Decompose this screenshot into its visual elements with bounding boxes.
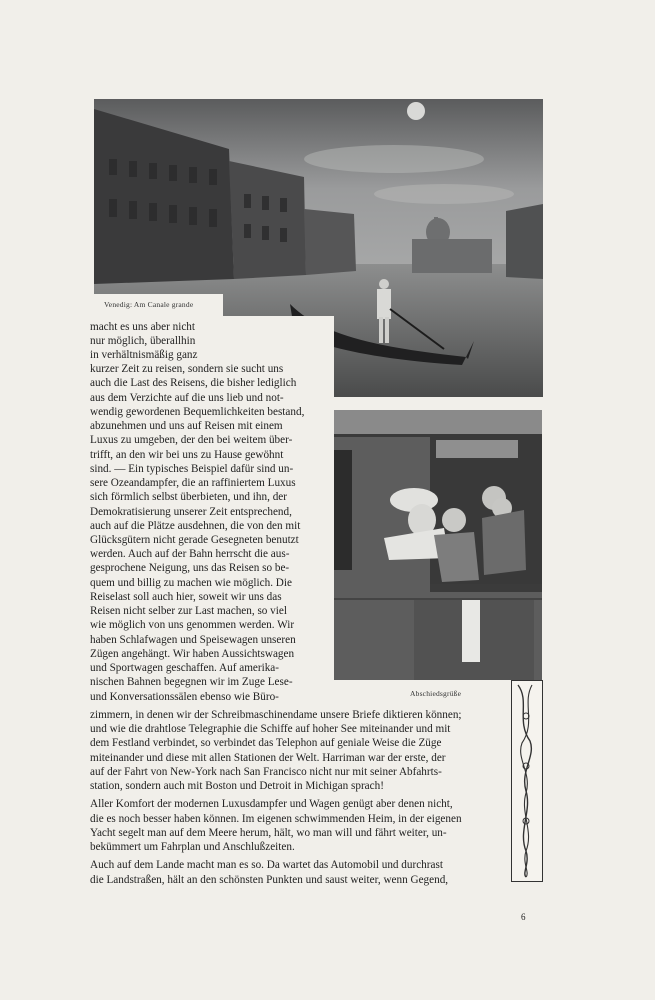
text-line: werden. Auch auf der Bahn herrscht die aus- <box>90 548 290 560</box>
text-line: zimmern, in denen wir der Schreibmaschinendame unsere Briefe diktieren können; <box>90 709 462 721</box>
text-line: sere Ozeandampfer, die an raffiniertem Luxus <box>90 477 296 489</box>
text-line: auf der Fahrt von New-York nach San Francisco nicht nur mit seiner Abfahrts- <box>90 766 442 778</box>
text-line: quem und billig zu machen wie möglich. Die <box>90 577 292 589</box>
text-line: dem Festland verbindet, so verbindet das Telephon auf geniale Weise die Züge <box>90 737 442 749</box>
text-line: und Konversationssälen ebenso wie Büro- <box>90 691 279 703</box>
text-line: miteinander und diese mit allen Stationen der Welt. Harriman war der erste, der <box>90 752 446 764</box>
text-line: in verhältnismäßig ganz <box>90 349 198 361</box>
text-line: Aller Komfort der modernen Luxusdampfer und Wagen genügt aber denen nicht, <box>90 798 453 810</box>
text-line: auch die Last des Reisens, die bisher lediglich <box>90 377 297 389</box>
text-line: gesprochene Neigung, uns das Reisen so be- <box>90 562 290 574</box>
text-line: Auch auf dem Lande macht man es so. Da wartet das Automobil und durchrast <box>90 859 443 871</box>
text-line: bekümmert um Fahrplan und Anschlußzeiten. <box>90 841 295 853</box>
ornament-border <box>511 680 543 882</box>
train-photo <box>334 410 542 680</box>
train-photo-illustration <box>334 410 542 680</box>
text-line: haben Schlafwagen und Speisewagen unseren <box>90 634 296 646</box>
train-caption: Abschiedsgrüße <box>410 689 462 698</box>
text-line: und wie die drahtlose Telegraphie die Schiffe auf hoher See miteinander und mit <box>90 723 451 735</box>
text-line: nur möglich, überallhin <box>90 335 196 347</box>
text-line: Demokratisierung unserer Zeit entsprechend, <box>90 506 292 518</box>
floral-ornament <box>512 681 540 879</box>
text-line: wie möglich von uns genommen werden. Wir <box>90 619 295 631</box>
text-line: kurzer Zeit zu reisen, sondern sie sucht uns <box>90 363 284 375</box>
text-line: wendig gewordenen Bequemlichkeiten bestand, <box>90 406 305 418</box>
text-line: abzunehmen und uns auf Reisen mit einem <box>90 420 283 432</box>
text-line: Luxus zu umgeben, der den bei weitem über- <box>90 434 293 446</box>
text-line: nischen Bahnen begegnen wir im Zuge Lese- <box>90 676 293 688</box>
text-line: station, sondern auch mit Boston und Detroit in Michigan sprach! <box>90 780 384 792</box>
text-line: trifft, an den wir bei uns zu Hause gewöhnt <box>90 449 284 461</box>
page-number: 6 <box>521 912 526 922</box>
text-line: und Sportwagen geschaffen. Auf amerika- <box>90 662 279 674</box>
text-line: aus dem Verzichte auf die uns lieb und not- <box>90 392 284 404</box>
text-line: Zügen angehängt. Wir haben Aussichtswagen <box>90 648 295 660</box>
text-line: Reisen nicht selber zur Last machen, so viel <box>90 605 287 617</box>
text-line: sich förmlich selbst überbieten, und ihn, der <box>90 491 287 503</box>
text-line: auch auf die Plätze ausdehnen, die von den mit <box>90 520 301 532</box>
text-line: sind. — Ein typisches Beispiel dafür sind un- <box>90 463 294 475</box>
text-line: macht es uns aber nicht <box>90 321 196 333</box>
text-line: Reiselast soll auch hier, soweit wir uns das <box>90 591 282 603</box>
text-line: die Landstraßen, hält an den schönsten Punkten und saust weiter, wenn Gegend, <box>90 874 449 886</box>
venice-caption: Venedig: Am Canale grande <box>104 300 194 309</box>
text-line: Glücksgütern nicht gerade Gesegneten benutzt <box>90 534 299 546</box>
text-line: Yacht segelt man auf dem Meere herum, hält, wo man will und fährt weiter, un- <box>90 827 447 839</box>
text-line: die es noch besser haben können. Im eigenen schwimmenden Heim, in der eigenen <box>90 813 462 825</box>
